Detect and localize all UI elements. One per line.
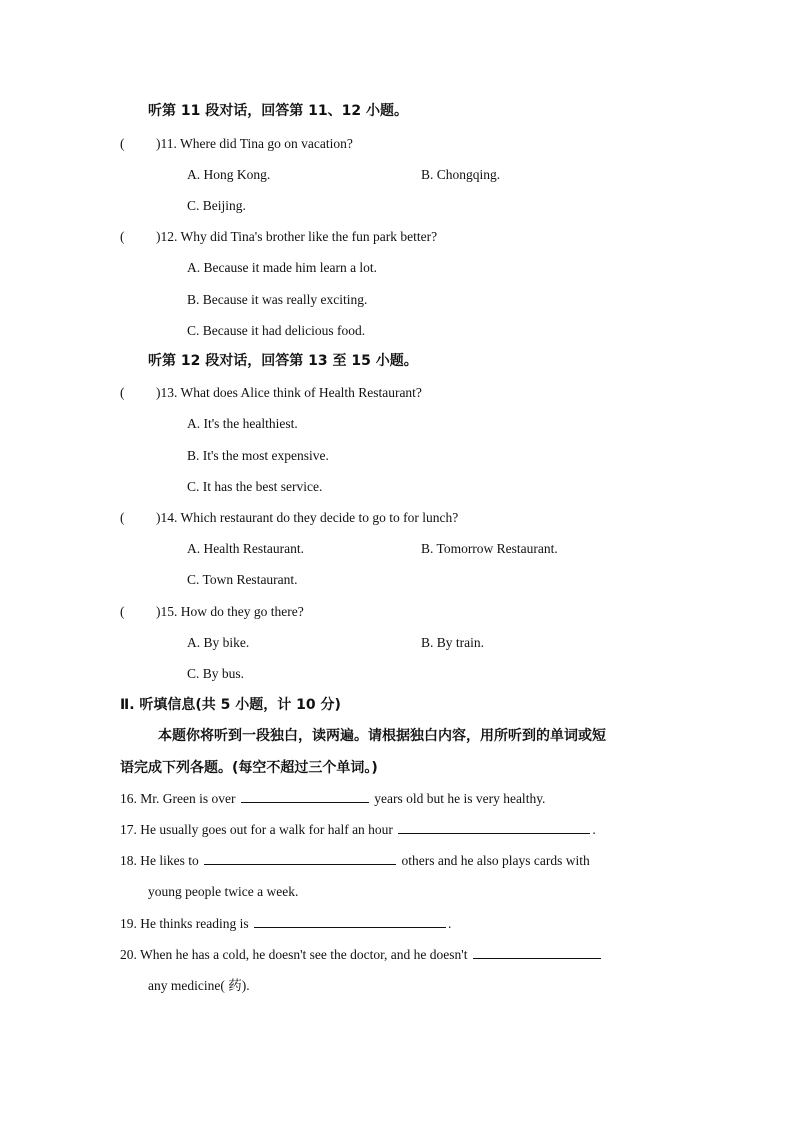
fill-item-20-line-2: any medicine( 药).	[148, 978, 250, 993]
q13-option-a: A. It's the healthiest.	[187, 416, 298, 431]
q14-option-c: C. Town Restaurant.	[187, 572, 298, 587]
q15-option-a: A. By bike.	[187, 635, 250, 650]
dialogue-12-intro: 听第 12 段对话，回答第 13 至 15 小题。	[148, 353, 418, 369]
q15-option-c: C. By bus.	[187, 666, 245, 681]
question-13: )13. What does Alice think of Health Restaurant?	[156, 385, 422, 400]
dialogue-11-intro: 听第 11 段对话，回答第 11、12 小题。	[148, 103, 408, 119]
question-14: )14. Which restaurant do they decide to go to for lunch?	[156, 510, 459, 525]
q12-option-a: A. Because it made him learn a lot.	[187, 260, 378, 275]
q13-option-b: B. It's the most expensive.	[187, 448, 329, 463]
q12-option-c: C. Because it had delicious food.	[187, 323, 366, 338]
fill-item-18: 18. He likes to others and he also plays cards with	[120, 853, 590, 868]
section-2-heading: Ⅱ. 听填信息(共 5 小题，计 10 分)	[120, 697, 341, 713]
section-2-instruction-line-2: 语完成下列各题。(每空不超过三个单词。)	[120, 760, 378, 776]
question-15: )15. How do they go there?	[156, 604, 304, 619]
blank-20[interactable]	[473, 946, 601, 959]
answer-paren-11[interactable]: (	[120, 136, 125, 151]
q11-option-a: A. Hong Kong.	[187, 167, 271, 182]
blank-19[interactable]	[254, 915, 446, 928]
q14-option-a: A. Health Restaurant.	[187, 541, 304, 556]
fill-item-18-line-2: young people twice a week.	[148, 884, 299, 899]
q13-option-c: C. It has the best service.	[187, 479, 323, 494]
fill-item-20: 20. When he has a cold, he doesn't see the doctor, and he doesn't	[120, 946, 603, 964]
q14-option-b: B. Tomorrow Restaurant.	[421, 541, 558, 556]
blank-17[interactable]	[398, 821, 590, 834]
section-2-instruction-line-1: 本题你将听到一段独白，读两遍。请根据独白内容，用所听到的单词或短	[158, 728, 606, 744]
answer-paren-14[interactable]: (	[120, 510, 125, 525]
fill-item-17: 17. He usually goes out for a walk for half an hour .	[120, 822, 596, 837]
question-11: )11. Where did Tina go on vacation?	[156, 136, 353, 151]
q11-option-c: C. Beijing.	[187, 198, 246, 213]
blank-16[interactable]	[241, 790, 369, 803]
answer-paren-13[interactable]: (	[120, 385, 125, 400]
answer-paren-12[interactable]: (	[120, 229, 125, 244]
q11-option-b: B. Chongqing.	[421, 167, 501, 182]
q15-option-b: B. By train.	[421, 635, 484, 650]
blank-18[interactable]	[204, 852, 396, 865]
answer-paren-15[interactable]: (	[120, 604, 125, 619]
fill-item-16: 16. Mr. Green is over years old but he is very healthy.	[120, 791, 546, 806]
q12-option-b: B. Because it was really exciting.	[187, 292, 368, 307]
fill-item-19: 19. He thinks reading is .	[120, 916, 452, 931]
question-12: )12. Why did Tina's brother like the fun park better?	[156, 229, 438, 244]
